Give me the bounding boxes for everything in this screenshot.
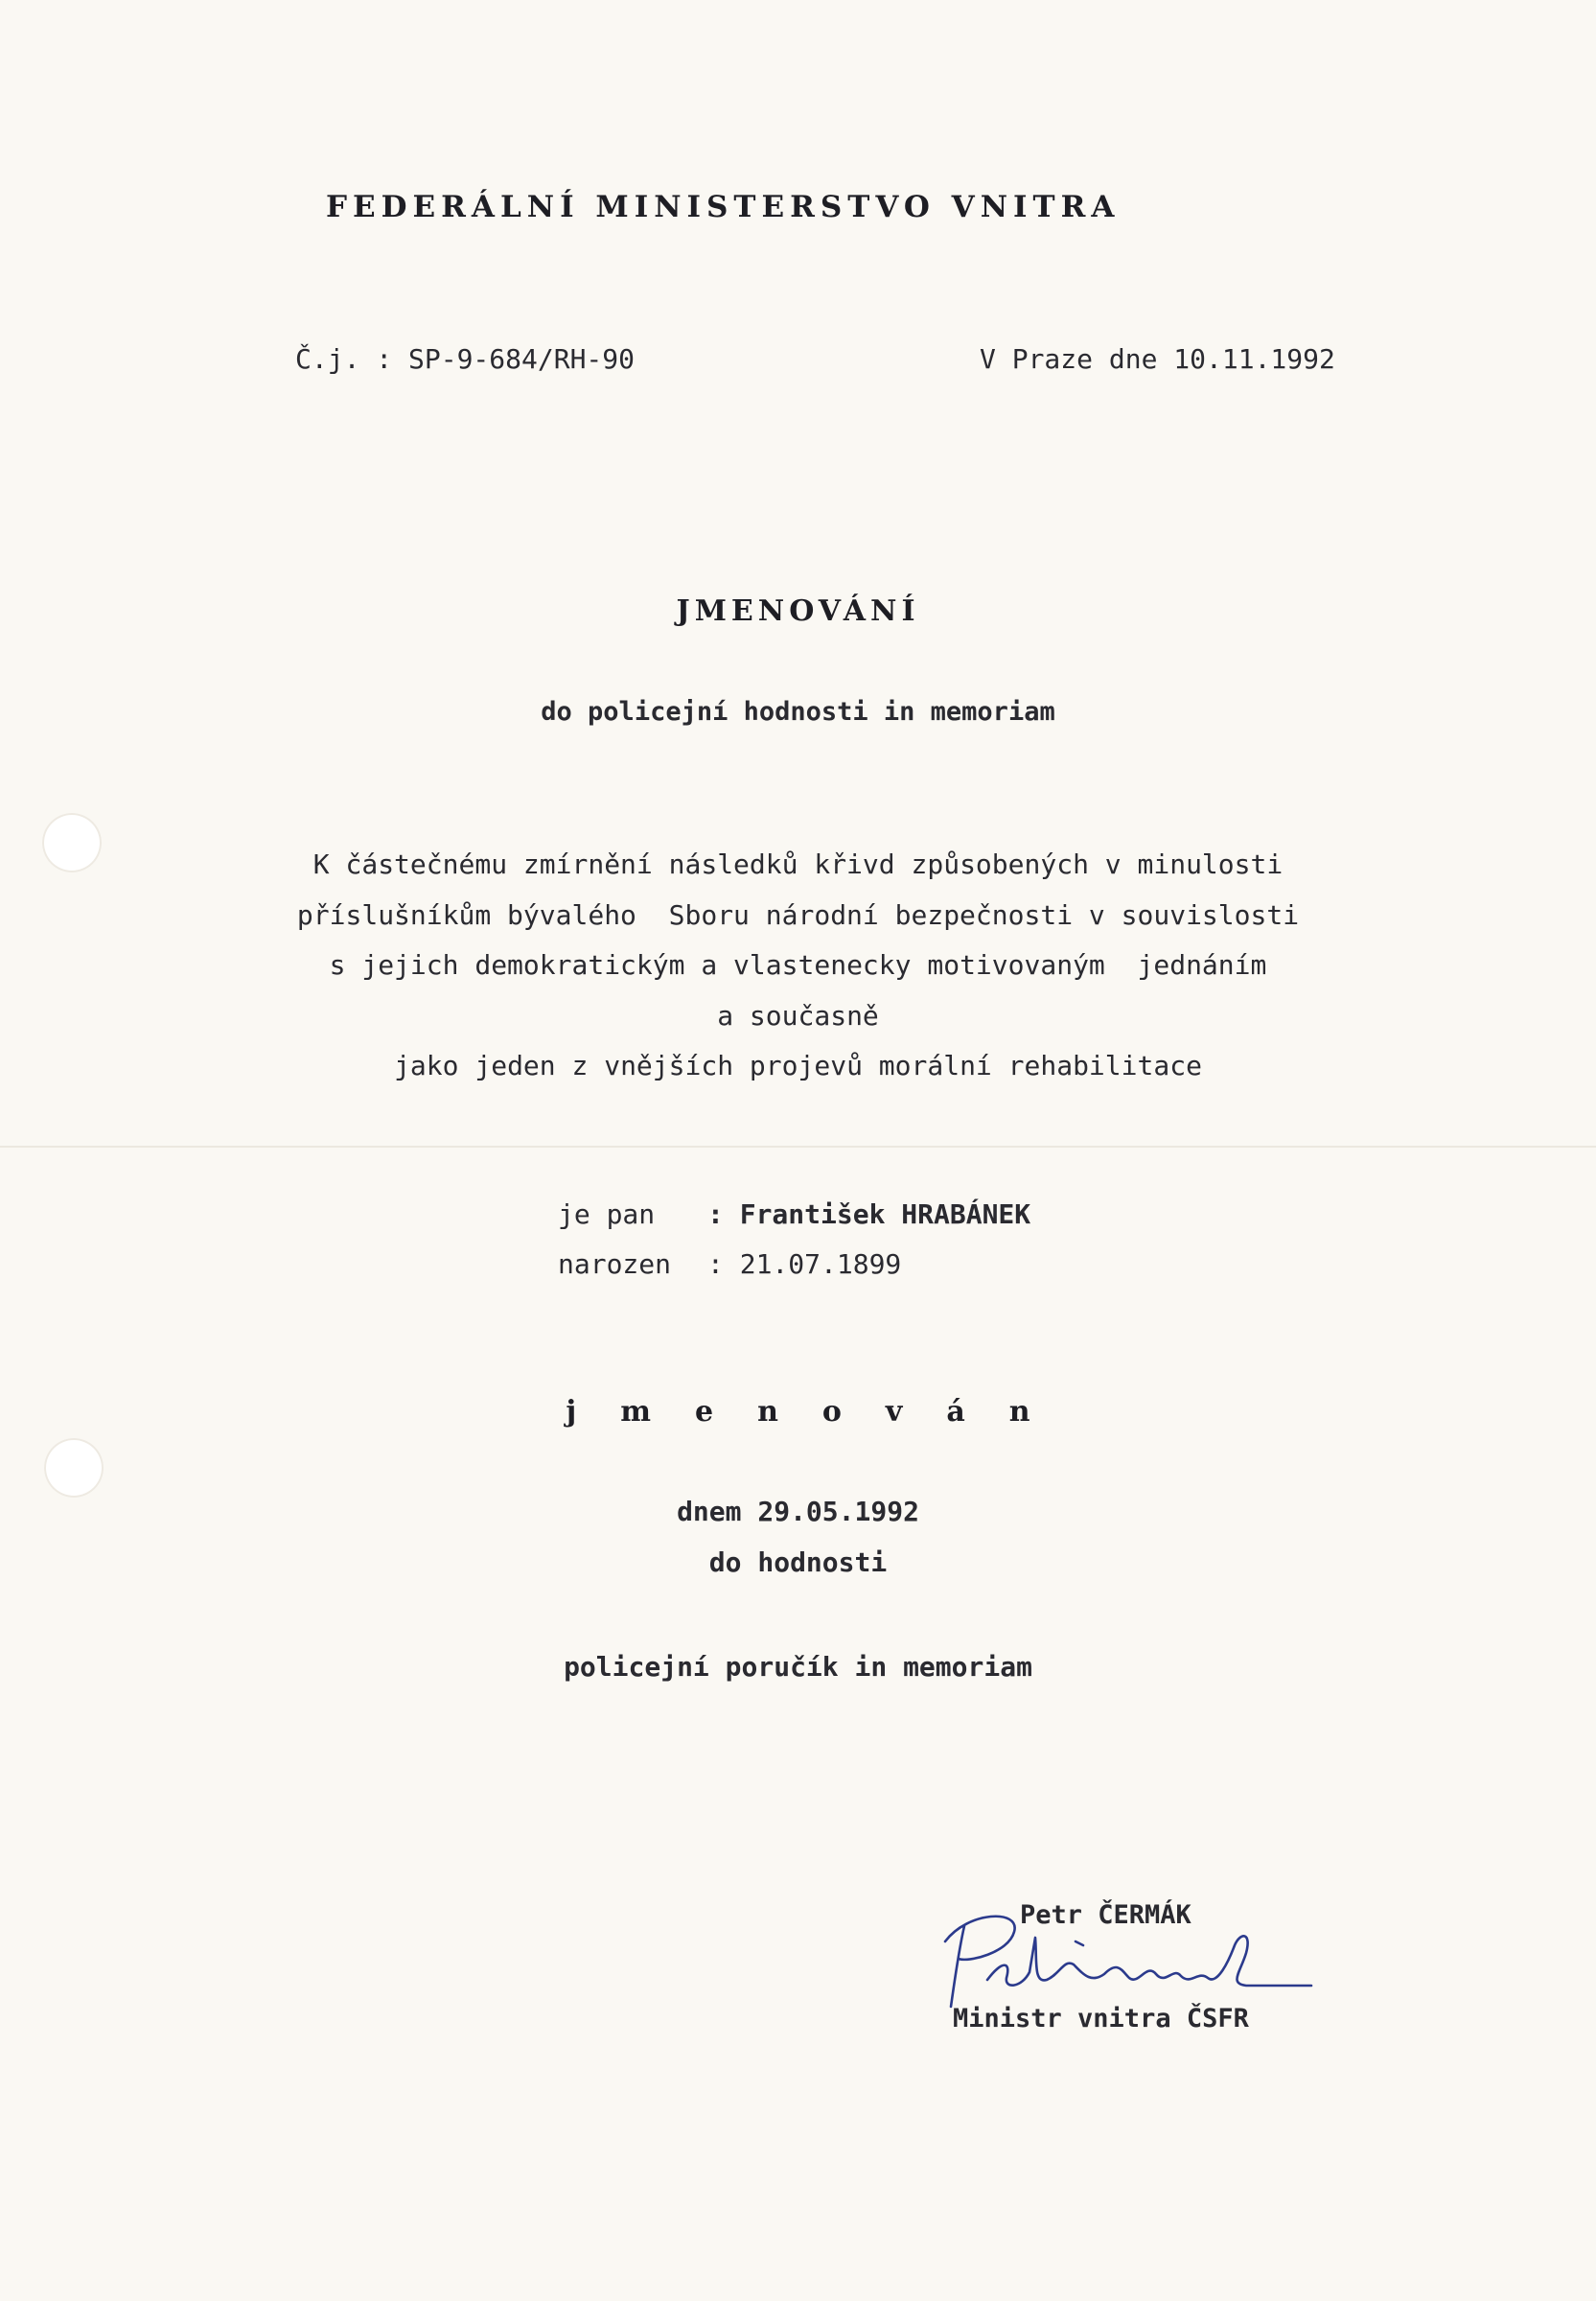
- born-label: narozen: [558, 1248, 672, 1280]
- reference-number: Č.j. : SP-9-684/RH-90: [295, 343, 636, 375]
- body-line: příslušníkům bývalého Sboru národní bezpečnosti v souvislosti: [296, 899, 1300, 931]
- appointed-heading: jmenován: [566, 1395, 1075, 1429]
- document-subtitle: do policejní hodnosti in memoriam: [541, 697, 1055, 727]
- document-title: JMENOVÁNÍ: [676, 594, 920, 628]
- appointment-to: do hodnosti: [708, 1546, 888, 1578]
- born-value: : 21.07.1899: [707, 1248, 902, 1280]
- handwritten-signature: [930, 1903, 1332, 2009]
- name-value: : František HRABÁNEK: [707, 1198, 1031, 1230]
- rank: policejní poručík in memoriam: [564, 1651, 1032, 1683]
- body-line: s jejich demokratickým a vlastenecky motivovaným jednáním: [329, 949, 1267, 981]
- body-line: K částečnému zmírnění následků křivd způsobených v minulosti: [312, 848, 1284, 880]
- place-and-date: V Praze dne 10.11.1992: [980, 343, 1335, 375]
- body-line: a současně: [717, 1000, 879, 1032]
- body-line: jako jeden z vnějších projevů morální rehabilitace: [394, 1050, 1202, 1081]
- punch-hole: [44, 1438, 104, 1498]
- name-label: je pan: [558, 1198, 656, 1230]
- appointment-date: dnem 29.05.1992: [677, 1496, 919, 1527]
- signer-role: Ministr vnitra ČSFR: [953, 2004, 1249, 2034]
- paper-fold-line: [0, 1146, 1596, 1148]
- ministry-header: FEDERÁLNÍ MINISTERSTVO VNITRA: [326, 190, 1121, 224]
- signer-name: Petr ČERMÁK: [1020, 1900, 1191, 1930]
